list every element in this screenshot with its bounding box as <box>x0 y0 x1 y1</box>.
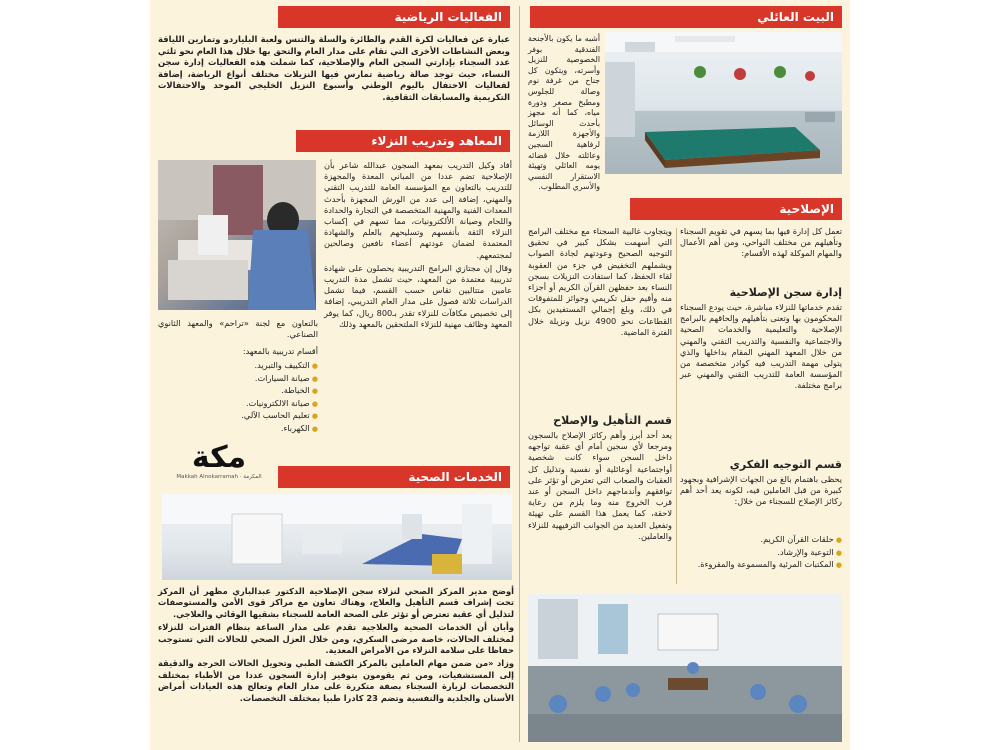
health-para-2: وأبان أن الخدمات الصحية والعلاجية تقدم على مدار الساعة بنظام الفترات للنزلاء لمختلف الحالات، خاصة مرضى السكري، ومن خلال العزل الصحي للحالات التي تستوجب حفاظا على سلامة النزلاء من الأمراض المعدية. <box>158 622 514 656</box>
course-item: ● صيانة السيارات. <box>158 373 318 386</box>
course-item: ● التكييف والتبريد. <box>158 360 318 373</box>
reform-admin-heading: إدارة سجن الإصلاحية <box>729 286 842 299</box>
dental-clinic-photo <box>162 494 512 580</box>
guidance-item: ● المكتبات المرئية والمسموعة والمقروءة. <box>680 559 842 572</box>
clinic-illustration <box>162 494 512 580</box>
reform-intro: تعمل كل إدارة فيها بما يسهم في تقويم السجناء وتأهيلهم من مختلف النواحي، ومن أهم الأعمال والمهام الموكلة لهذه الأقسام: <box>680 226 842 259</box>
classroom-photo <box>528 594 842 742</box>
institutes-side-note: بالتعاون مع لجنة «تراحم» والمعهد الثانوي الصناعي. <box>158 318 318 340</box>
reform-admin-body: تقدم خدماتها للنزلاء مباشرة، حيث يودع السجناء المحكومون بها وتعنى بتأهيلهم وإلحاقهم بالبرامج الإصلاحية والتعليمية والخدمات الصحية والاجتماعية والنفسية والتدريب التقني والمهني من خلال المعهد المهني المقام بداخلها والذي يتولى مهمة التدريب فيه كوادر متخصصة من المؤسسة العامة للتدريب التقني والمهني عبر برامج مختلفة. <box>680 302 842 391</box>
family-house-body: أشبه ما يكون بالأجنحة الفندقية بوفر الخصوصية للنزيل وأسرته، ويتكون كل جناح من غرفة نوم وصالة للجلوس ومطبخ مصغر ودورة مياه، كما أنه مجهز بأحدث الوسائل والأجهزة اللازمة لرفاهية السجين وعائلته خلال قضائه يومه العائلي وتهيئة الاستقرار النفسي والأسري المطلوب. <box>528 34 600 192</box>
column-divider-2 <box>676 228 677 584</box>
reform-header: الإصلاحية <box>630 198 842 220</box>
courses-list <box>158 360 318 436</box>
sports-header: الفعاليات الرياضية <box>278 6 510 28</box>
sewing-illustration <box>158 160 316 310</box>
institutes-para-1: أفاد وكيل التدريب بمعهد السجون عبدالله شاعر بأن الإصلاحية تضم عددا من المباني المعدة والمجهزة للتدريب بالتعاون مع المؤسسة العامة للتدريب التقني والمهني، إضافة إلى عدد من الورش المجهزة بأحدث المعدات الفنية والمهنية المتخصصة في التجارة والحدادة واللحام وصيانة الألكترونيات، مما تسهم في إكساب النزلاء الثقة بأنفسهم وتسليحهم بالعلم والشهادة المعتمدة لضمان عودتهم أعضاء نافعين وصالحين لمجتمعهم. <box>324 160 512 260</box>
health-para-1: أوضح مدير المركز الصحي لنزلاء سجن الإصلاحية الدكتور عبدالباري مظهر أن المركز تحت إشراف قسم التأهيل والعلاج، وهناك تعاون مع مراكز قوى الأمن والمستوصفات لتذليل أي عقبة تعترض أو تؤثر على الصحة العامة للسجناء بشقيها الوقائي والعلاجي. <box>158 586 514 619</box>
reform-mid-body: ويتجاوب غالبية السجناء مع مختلف البرامج التي أسهمت بشكل كبير في تحقيق التوجيه الصحيح وعودتهم لجادة الصواب ويشملهم التخفيض في جزء من العقوبة لقاء الحفظ، كما استفادت النزيلات بسجن النساء بعد حفظهن القرآن الكريم أو أجزاء منه وأقيم حفل تكريمي وجوائز للمتفوقات في ذلك، وبلغ إجمالي المستفيدين بكل القطاعات نحو 4900 نزيل ونزيلة خلال الفترة الماضية. <box>528 226 672 337</box>
course-item: ● الكهرباء. <box>158 423 318 436</box>
reform-guidance-body: يحظى باهتمام بالغ من الجهات الإشرافية وبجهود كبيرة من قبل العاملين فيه، لكونه يعد أحد أهم ركائز الإصلاح للسجناء من خلال: <box>680 474 842 507</box>
rehab-body: يعد أحد أبرز وأهم ركائز الإصلاح بالسجون ومرجعا لأي سجين أمام أي عقبة تواجهه داخل السجن سواء كانت شخصية أواجتماعية أوعائلية أو نفسية وتذليل كل العقبات والصعاب التي تعترض أو تؤثر على توافقهم وأندماجهم داخل السجن أو عند قرب الخروج منه وما يلزم من رعاية لاحقة، كما يعمل هذا القسم على تهيئة وتفعيل العديد من الجوانب الترفيهية للنزلاء والعاملين. <box>528 430 672 541</box>
billiard-room-photo <box>605 32 842 174</box>
column-divider <box>519 6 520 742</box>
makkah-logo <box>164 442 274 486</box>
institutes-para-2: وقال إن مجتازي البرامج التدريبية يحصلون على شهادة تدريبية معتمدة من المعهد، حيث تشمل مدة التدريب عامين متتاليين تقاس حسب القسم، فيما تشمل الدراسات ثلاثة فصول على مدار العام التدريبي، إضافة إلى تخصيص مكافآت للنزلاء تقدر بـ800 ريال، كما يوفر المعهد وظائف مهنية للنزلاء الملتحقين بالمعهد وذلك <box>324 262 512 329</box>
institutes-header: المعاهد وتدريب النزلاء <box>296 130 510 152</box>
course-item: ● الخياطة. <box>158 385 318 398</box>
guidance-item: ● التوعية والإرشاد. <box>680 547 842 560</box>
sports-body: عبارة عن فعاليات لكرة القدم والطائرة والسلة والتنس ولعبة البلياردو وتمارين اللياقة وبعض النشاطات الأخرى التي تقام على مدار العام والتحق بها خلال هذا العام نحو ثلثي عدد السجناء بإدارتي السجن العام والإصلاحية، كما شملت هذه الفعاليات إدارة سجن النساء، حيث توجد صالة رياضية تمارس فيها النزيلات مختلف أنواع الرياضة، إضافة لفعاليات الاحتفال باليوم الوطني وأسبوع النزيل الخليجي الموحد والاحتفالات التكريمية والمسابقات الثقافية. <box>158 34 510 102</box>
family-house-header: البيت العائلي <box>530 6 842 28</box>
classroom-illustration <box>528 594 842 742</box>
logo-main: مكة <box>191 440 247 475</box>
course-item: ● صيانة الالكترونيات. <box>158 398 318 411</box>
guidance-list <box>680 534 842 572</box>
newspaper-sheet <box>150 0 850 750</box>
health-body <box>158 586 514 746</box>
health-para-3: وزاد «من ضمن مهام العاملين بالمركز الكشف الطبي وتحويل الحالات الحرجة والدقيقة إلى المستشفيات، ومن ثم يقومون بتوفير إدارة السجون عددا من الأطباء بمختلف التخصصات لزيارة السجناء بصفة متكررة على مدار العام وتعالج هذه العيادات أمراض الأسنان والجلدية والنفسية وتضم 23 كادرا طبيا بمختلف التخصصات. <box>158 658 514 703</box>
course-item: ● تعليم الحاسب الآلي. <box>158 410 318 423</box>
courses-heading: أقسام تدريبية بالمعهد: <box>242 346 318 356</box>
logo-sub: Makkah Alnokarramah · المكرمة <box>176 474 262 480</box>
health-header: الخدمات الصحية <box>278 466 510 488</box>
sewing-workshop-photo <box>158 160 316 310</box>
guidance-item: ● حلقات القرآن الكريم. <box>680 534 842 547</box>
billiard-room-illustration <box>605 32 842 174</box>
institutes-body <box>324 160 512 450</box>
rehab-heading: قسم التأهيل والإصلاح <box>553 414 672 427</box>
reform-guidance-heading: قسم التوجيه الفكري <box>729 458 842 471</box>
